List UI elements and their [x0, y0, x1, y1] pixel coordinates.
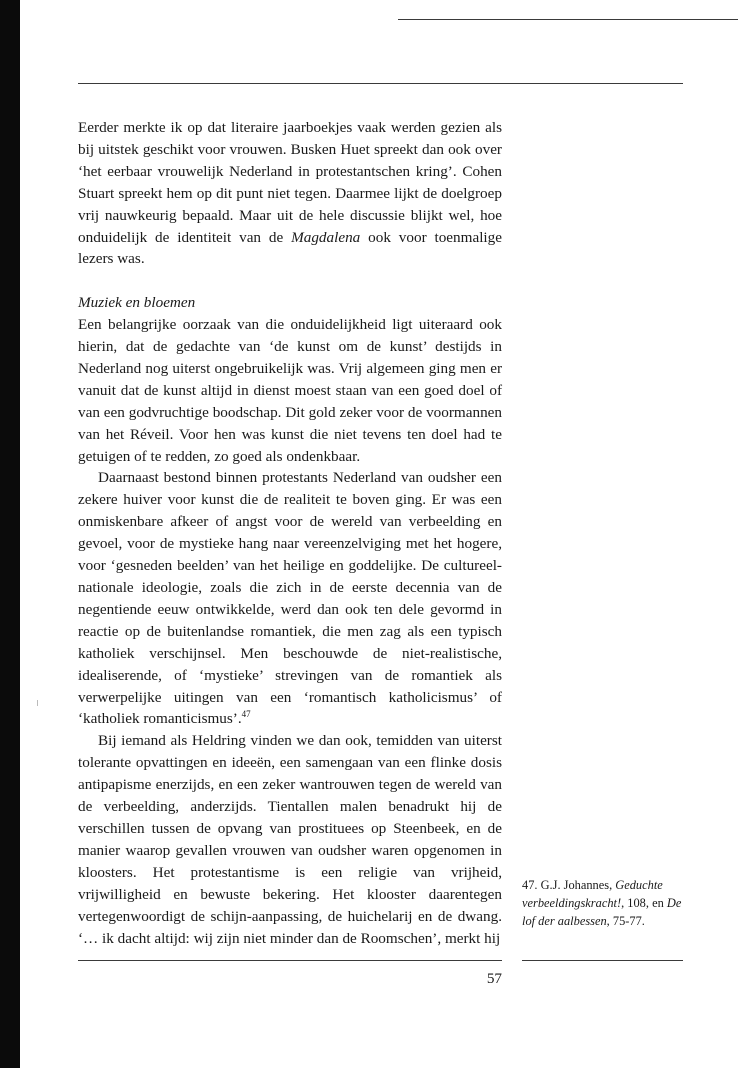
footnote-title-2: De lof der aalbessen	[522, 896, 682, 928]
scan-edge-bar	[0, 0, 20, 1068]
footnote-title-1: Geduchte verbeeldingskracht!	[522, 878, 663, 910]
paragraph-1	[78, 117, 502, 270]
paragraph-3-text: Daarnaast bestond binnen protestants Nederland van oudsher een zekere huiver voor kunst die de realiteit te boven ging. Er was een onmiskenbare afkeer of angst voor de wereld van verbeelding en gevoel, voor de mystieke hang naar vereenzelviging met het hogere, voor ‘gesneden beelden’ van het heilige en goddelijke. De cultureel-nationale ideologie, zoals die zich in de eerste decennia van de negentiende eeuw ontwikkelde, werd dan ook ten dele gevormd in reactie op de buitenlandse romantiek, die men zag als een typisch katholiek verschijnsel. Men beschouwde de niet-realistische, idealiserende, of ‘mystieke’ strevingen van de romantiek als verwerpelijke uitingen van een ‘romantisch katholicismus’ of ‘katholiek romanticismus’.	[78, 469, 502, 728]
body-text	[78, 117, 502, 949]
footnote-reference: 47	[241, 709, 251, 720]
scan-speck	[37, 700, 41, 706]
footnote-rule	[522, 960, 683, 961]
footnote-lead: 47. G.J. Johannes,	[522, 878, 616, 892]
footnote-47	[522, 876, 690, 930]
footnote-mid: , 108, en	[621, 896, 667, 910]
footnote-tail: , 75-77.	[606, 914, 645, 928]
paragraph-1-text: Eerder merkte ik op dat literaire jaarboekjes vaak werden gezien als bij uitstek geschikt voor vrouwen. Busken Huet spreekt dan ook over ‘het eerbaar vrouwelijk Nederland in protestantschen kring’. Cohen Stuart spreekt hem op dit punt niet tegen. Daarmee lijkt de doelgroep vrij nauwkeurig bepaald. Maar uit de hele discussie blijkt wel, hoe onduidelijk de identiteit van de	[78, 119, 502, 246]
page-number: 57	[486, 970, 502, 987]
paragraph-2: Een belangrijke oorzaak van die onduidelijkheid ligt uiteraard ook hierin, dat de gedachte van ‘de kunst om de kunst’ destijds in Nederland nog uiterst ongebruikelijk was. Vrij algemeen ging men er vanuit dat de kunst altijd in dienst moest staan van een goed doel of van een godvruchtige boodschap. Dit gold zeker voor de voormannen van het Réveil. Voor hen was kunst die niet tevens ten doel had te getuigen of te redden, zo goed als ondenkbaar.	[78, 316, 502, 465]
section-heading: Muziek en bloemen	[78, 294, 196, 312]
footer-rule	[78, 960, 502, 961]
paragraph-4: Bij iemand als Heldring vinden we dan ook, temidden van uiterst tolerante opvattingen en ideeën, een samengaan van een flinke dosis antipapisme enerzijds, en een zeker wantrouwen tegen de wereld van de verbeelding, anderzijds. Tientallen malen benadrukt hij de verschillen tussen de opvang van prostituees op Steenbeek, en de manier waarop gevallen vrouwen van oudsher waren opgenomen in kloosters. Het protestantisme is een religie van vrijheid, vrijwilligheid en bewuste bekering. Het klooster daarentegen vertegenwoordigt de schijn-aanpassing, de huichelarij en de dwang. ‘… ik dacht altijd: wij zijn niet minder dan de Roomschen’, merkt hij	[78, 732, 502, 947]
paragraph-1-end: ook voor toenmalige lezers was.	[78, 228, 502, 268]
magazine-title: Magdalena	[291, 228, 361, 246]
header-rule	[78, 83, 683, 84]
header-rule-right	[398, 19, 738, 20]
paragraph-3	[78, 467, 502, 730]
